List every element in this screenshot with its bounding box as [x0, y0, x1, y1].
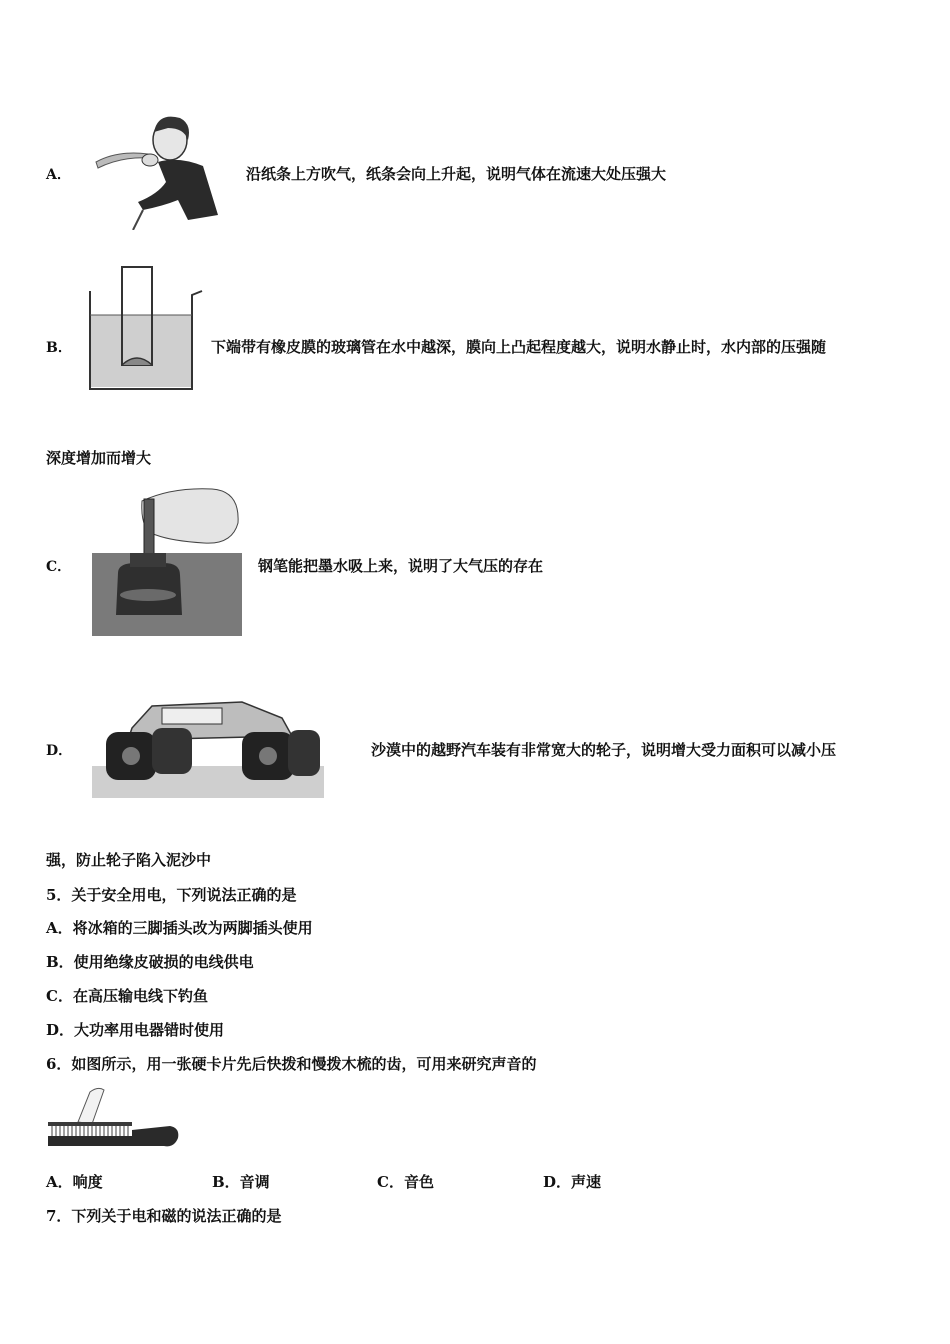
option-a-text: 沿纸条上方吹气，纸条会向上升起，说明气体在流速大处压强大: [246, 165, 667, 183]
option-b-text: 下端带有橡皮膜的玻璃管在水中越深，膜向上凸起程度越大，说明水静止时，水内部的压强随: [211, 338, 827, 356]
option-c-label: C．: [46, 559, 72, 575]
option-a-label: A．: [46, 167, 71, 183]
boy-blowing-paper-strip-figure: [88, 110, 223, 230]
option-b-label: B．: [46, 340, 72, 356]
q6-stem: 6．如图所示，用一张硬卡片先后快拨和慢拨木梳的齿，可用来研究声音的: [46, 1055, 537, 1073]
q6-option-a: A．响度: [46, 1173, 103, 1191]
q5-option-c: C．在高压输电线下钓鱼: [46, 987, 208, 1005]
q6-option-d: D．声速: [543, 1173, 602, 1191]
q7-stem: 7．下列关于电和磁的说法正确的是: [46, 1207, 282, 1225]
q5-option-b: B．使用绝缘皮破损的电线供电: [46, 953, 254, 971]
option-d-continuation: 强，防止轮子陷入泥沙中: [46, 851, 212, 869]
q6-option-b: B．音调: [212, 1173, 270, 1191]
option-d-text: 沙漠中的越野汽车装有非常宽大的轮子，说明增大受力面积可以减小压: [371, 741, 837, 759]
option-b-continuation: 深度增加而增大: [46, 449, 152, 467]
q5-option-d: D．大功率用电器错时使用: [46, 1021, 225, 1039]
glass-tube-in-beaker-figure: [84, 265, 206, 395]
pen-in-ink-bottle-figure: [92, 483, 242, 636]
q5-option-a: A．将冰箱的三脚插头改为两脚插头使用: [46, 919, 313, 937]
option-d-label: D．: [46, 743, 73, 759]
comb-and-card-figure: [46, 1086, 182, 1152]
off-road-truck-figure: [92, 688, 324, 798]
q6-option-c: C．音色: [377, 1173, 434, 1191]
option-c-text: 钢笔能把墨水吸上来，说明了大气压的存在: [258, 557, 544, 575]
q5-stem: 5．关于安全用电，下列说法正确的是: [46, 886, 297, 904]
